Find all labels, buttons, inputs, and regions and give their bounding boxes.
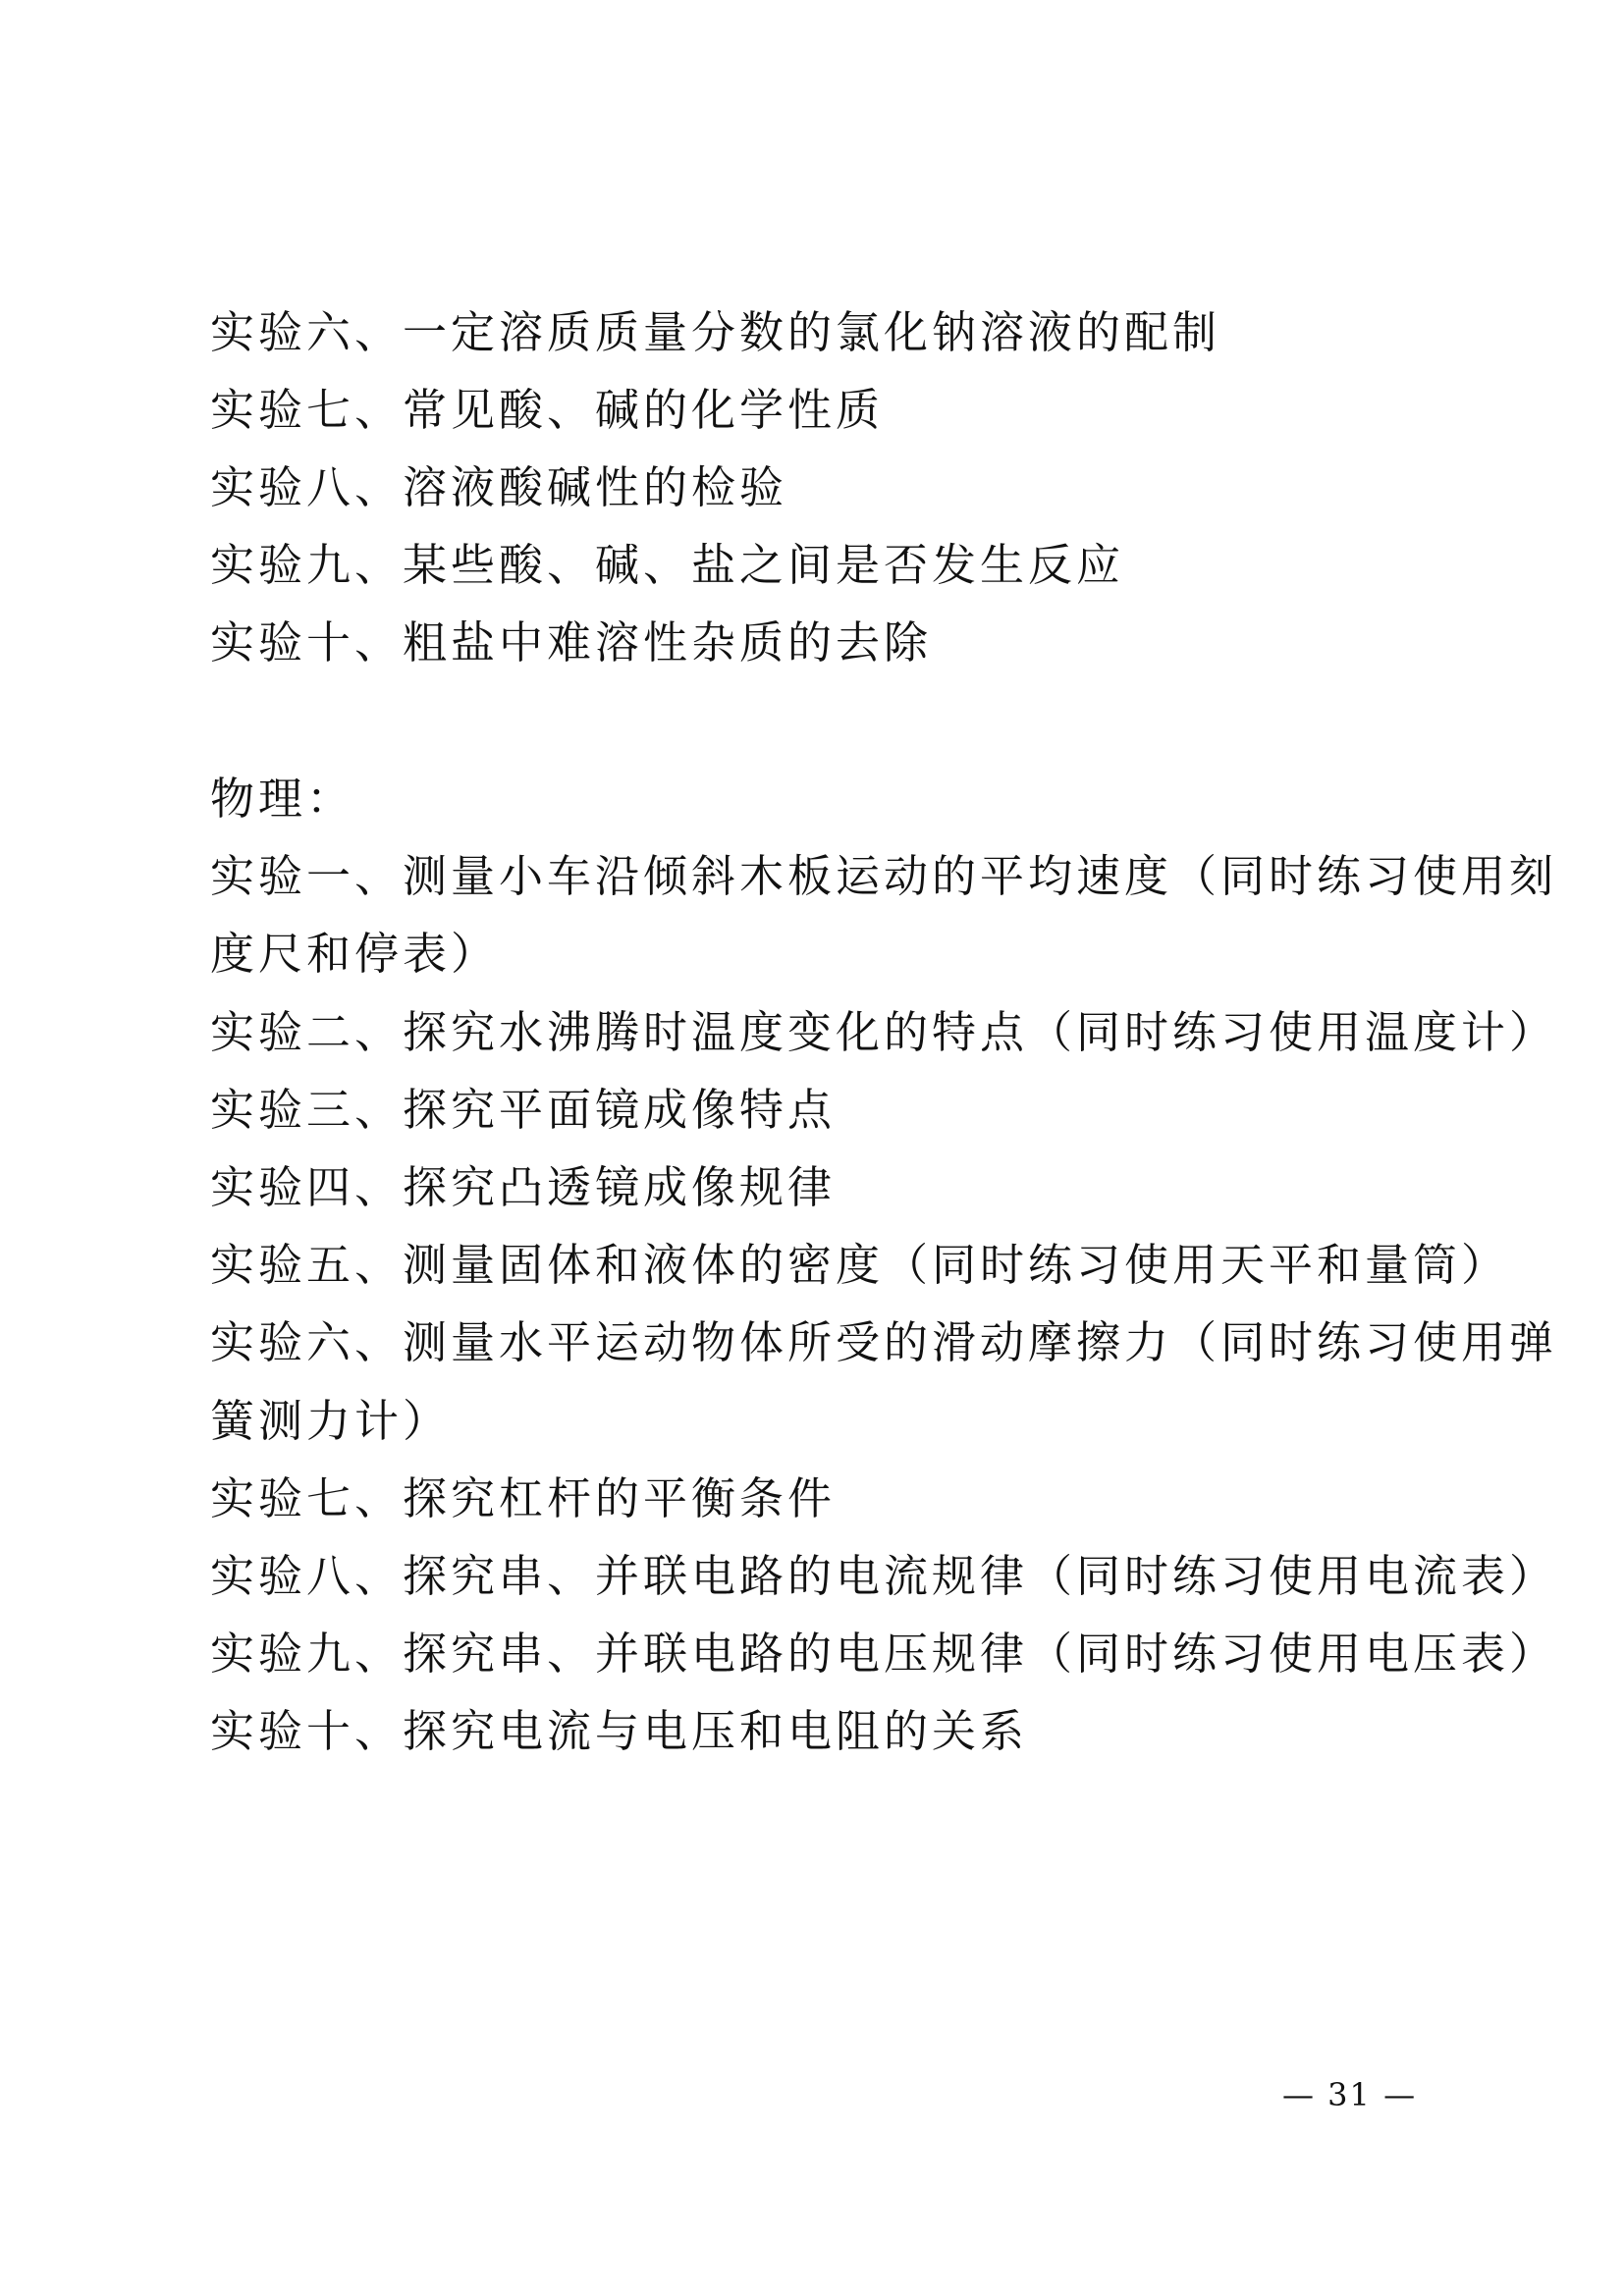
- physics-item: 实验九、探究串、并联电路的电压规律（同时练习使用电压表）: [210, 1628, 1558, 1680]
- chemistry-item: 实验九、某些酸、碱、盐之间是否发生反应: [210, 539, 1125, 591]
- chemistry-item: 实验八、溶液酸碱性的检验: [210, 461, 788, 513]
- physics-item: 实验三、探究平面镜成像特点: [210, 1084, 837, 1136]
- physics-heading: 物理：: [210, 773, 355, 825]
- physics-item: 实验二、探究水沸腾时温度变化的特点（同时练习使用温度计）: [210, 1006, 1558, 1058]
- chemistry-item: 实验十、粗盐中难溶性杂质的去除: [210, 616, 933, 668]
- page-number: — 31 —: [1282, 2076, 1418, 2113]
- chemistry-item: 实验七、常见酸、碱的化学性质: [210, 384, 885, 436]
- physics-item: 实验一、测量小车沿倾斜木板运动的平均速度（同时练习使用刻: [210, 850, 1558, 902]
- physics-item: 实验八、探究串、并联电路的电流规律（同时练习使用电流表）: [210, 1550, 1558, 1602]
- physics-item: 实验十、探究电流与电压和电阻的关系: [210, 1705, 1029, 1757]
- physics-item-continuation: 度尺和停表）: [210, 928, 500, 980]
- chemistry-item: 实验六、一定溶质质量分数的氯化钠溶液的配制: [210, 306, 1221, 358]
- physics-item: 实验五、测量固体和液体的密度（同时练习使用天平和量筒）: [210, 1239, 1510, 1291]
- physics-item: 实验六、测量水平运动物体所受的滑动摩擦力（同时练习使用弹: [210, 1316, 1558, 1368]
- physics-item: 实验四、探究凸透镜成像规律: [210, 1161, 837, 1213]
- physics-item-continuation: 簧测力计）: [210, 1395, 452, 1447]
- physics-item: 实验七、探究杠杆的平衡条件: [210, 1472, 837, 1524]
